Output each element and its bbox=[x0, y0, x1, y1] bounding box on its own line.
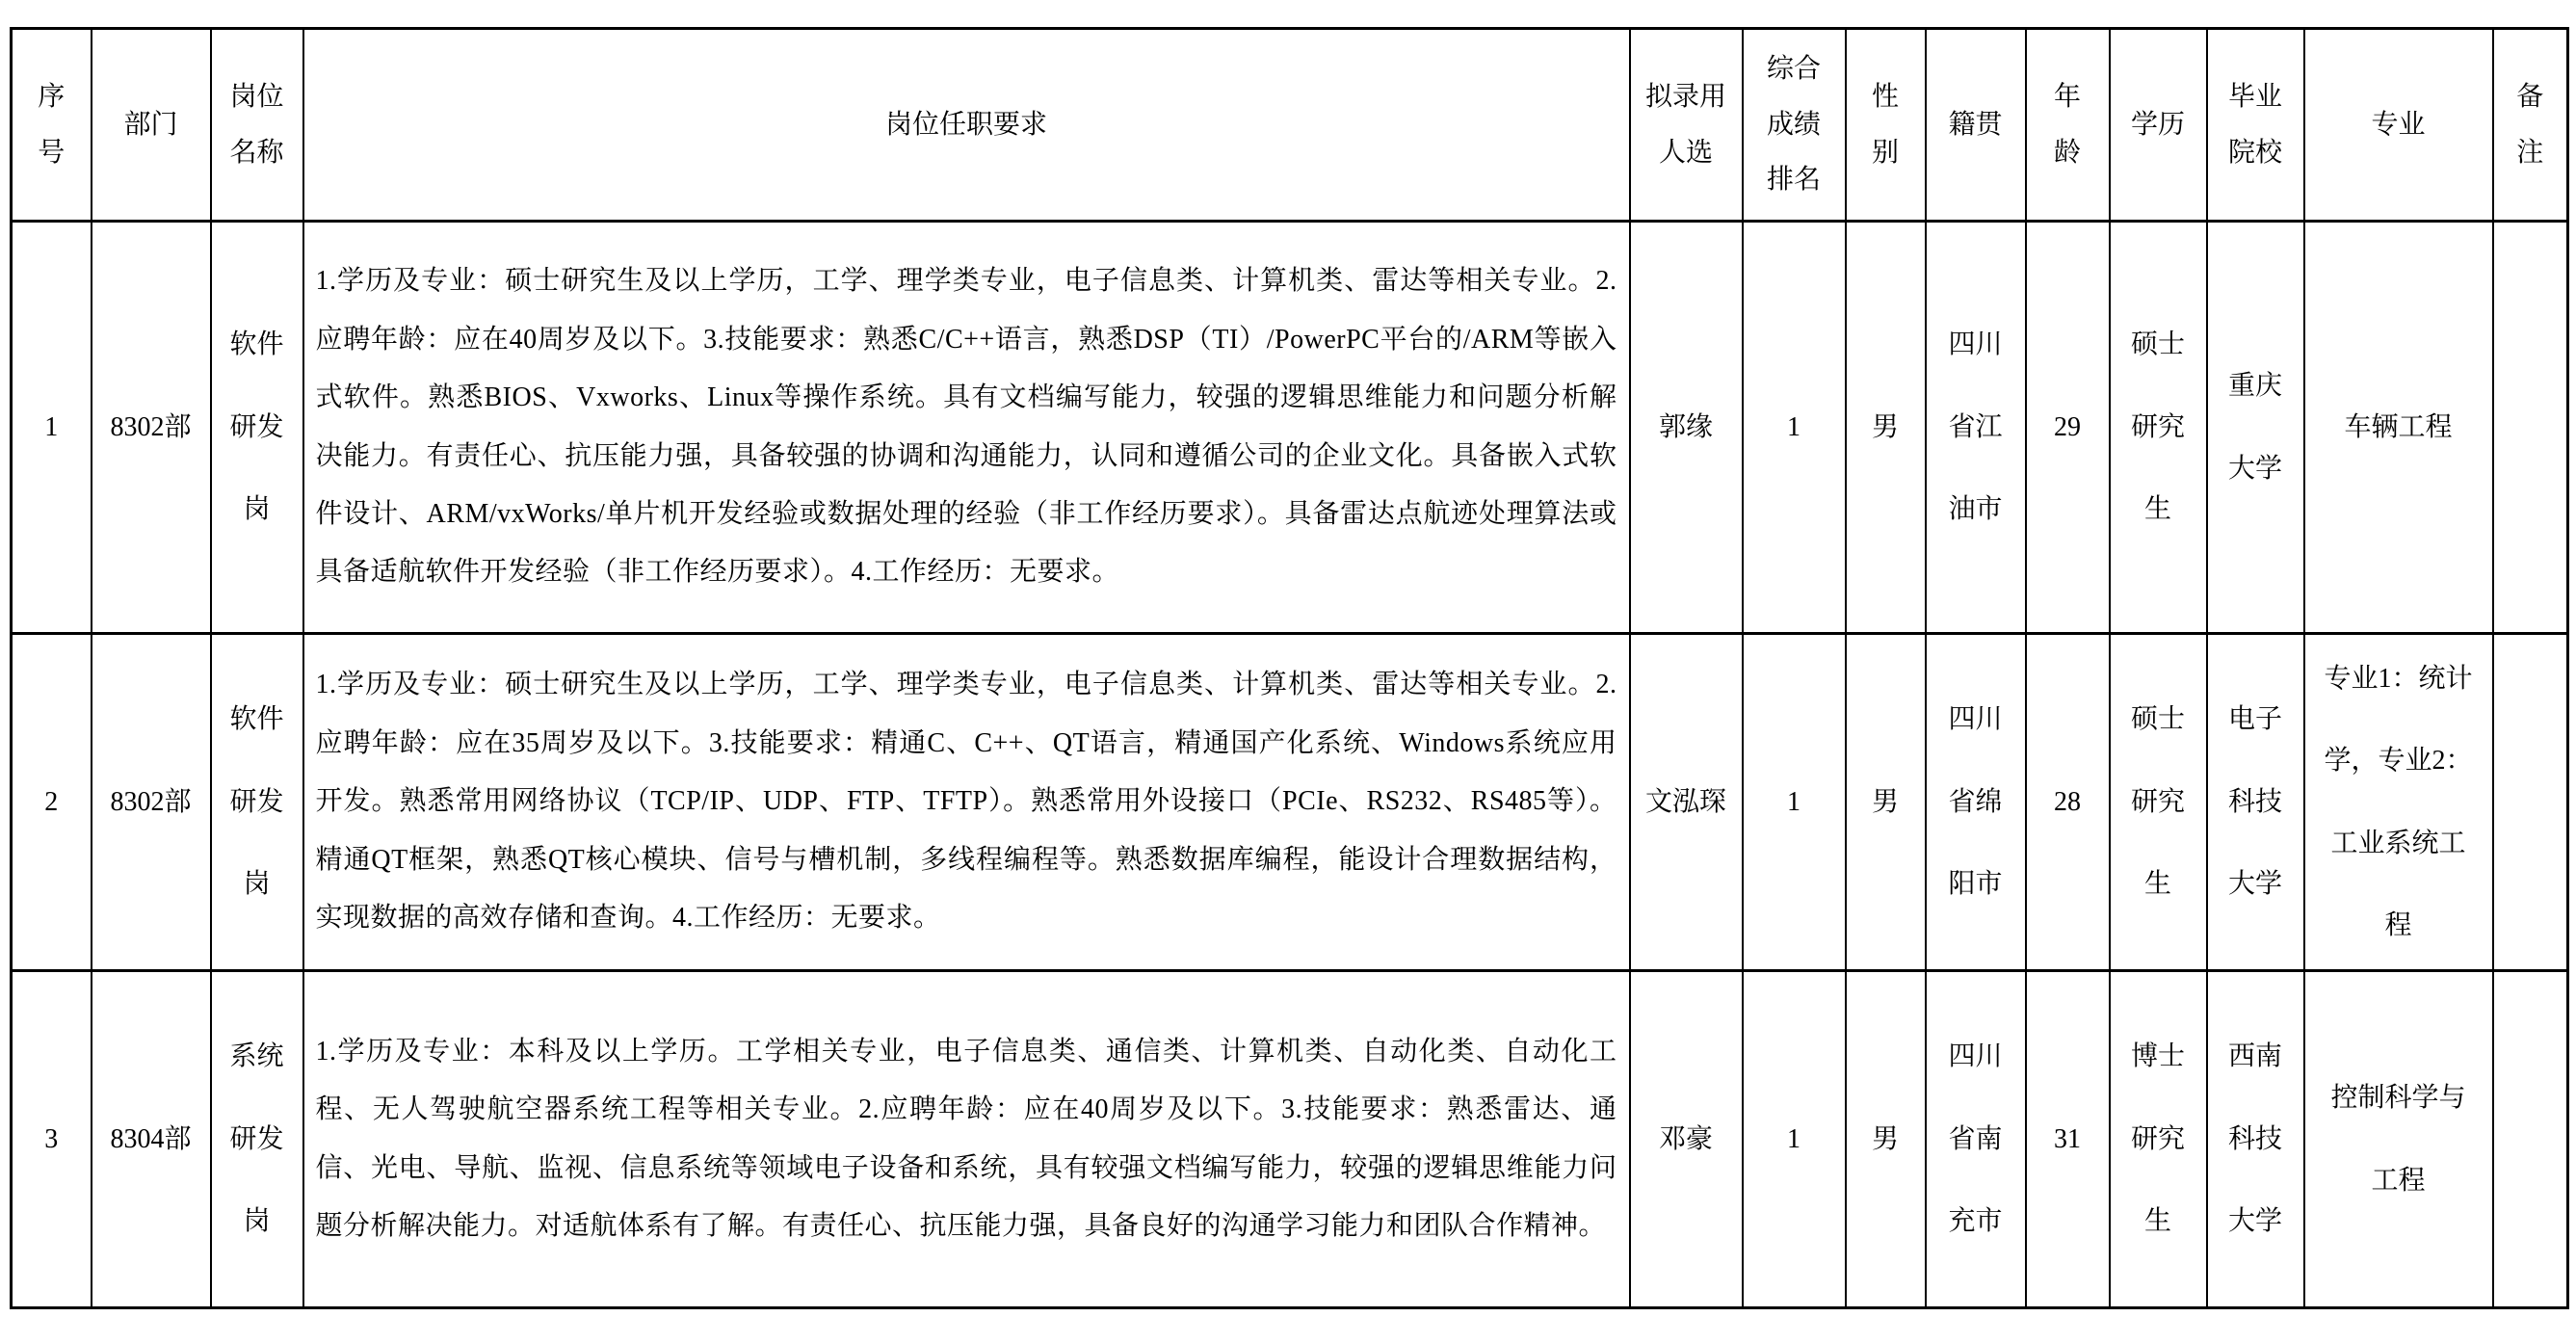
cell-requirements: 1.学历及专业：硕士研究生及以上学历，工学、理学类专业，电子信息类、计算机类、雷达等相关专业。2.应聘年龄：应在40周岁及以下。3.技能要求：熟悉C/C++语言，熟悉DSP（TI）/PowerPC平台的/ARM等嵌入式软件。熟悉BIOS、Vxworks、Linux等操作系统。具有文档编写能力，较强的逻辑思维能力和问题分析解决能力。有责任心、抗压能力强，具备较强的协调和沟通能力，认同和遵循公司的企业文化。具备嵌入式软件设计、ARM/vxWorks/单片机开发经验或数据处理的经验（非工作经历要求）。具备雷达点航迹处理算法或具备适航软件开发经验（非工作经历要求）。4.工作经历：无要求。 bbox=[303, 222, 1630, 634]
header-education: 学历 bbox=[2110, 29, 2207, 222]
header-hometown: 籍贯 bbox=[1926, 29, 2026, 222]
cell-rank: 1 bbox=[1743, 971, 1846, 1308]
header-gender: 性别 bbox=[1846, 29, 1926, 222]
cell-age: 31 bbox=[2026, 971, 2110, 1308]
cell-position: 软件研发岗 bbox=[211, 634, 303, 971]
cell-requirements: 1.学历及专业：硕士研究生及以上学历，工学、理学类专业，电子信息类、计算机类、雷达等相关专业。2.应聘年龄：应在35周岁及以下。3.技能要求：精通C、C++、QT语言，精通国产化系统、Windows系统应用开发。熟悉常用网络协议（TCP/IP、UDP、FTP、TFTP）。熟悉常用外设接口（PCIe、RS232、RS485等）。精通QT框架，熟悉QT核心模块、信号与槽机制，多线程编程等。熟悉数据库编程，能设计合理数据结构，实现数据的高效存储和查询。4.工作经历：无要求。 bbox=[303, 634, 1630, 971]
cell-candidate: 邓豪 bbox=[1630, 971, 1743, 1308]
cell-position: 系统研发岗 bbox=[211, 971, 303, 1308]
header-major: 专业 bbox=[2304, 29, 2493, 222]
cell-rank: 1 bbox=[1743, 634, 1846, 971]
cell-gender: 男 bbox=[1846, 971, 1926, 1308]
cell-school: 重庆大学 bbox=[2207, 222, 2304, 634]
header-remark: 备注 bbox=[2493, 29, 2568, 222]
cell-school: 电子科技大学 bbox=[2207, 634, 2304, 971]
header-candidate: 拟录用人选 bbox=[1630, 29, 1743, 222]
table-row bbox=[12, 971, 2568, 1308]
recruitment-table bbox=[10, 27, 2569, 1309]
cell-remark bbox=[2493, 222, 2568, 634]
cell-age: 29 bbox=[2026, 222, 2110, 634]
cell-seq: 1 bbox=[12, 222, 92, 634]
cell-hometown: 四川省南充市 bbox=[1926, 971, 2026, 1308]
table-row bbox=[12, 222, 2568, 634]
cell-rank: 1 bbox=[1743, 222, 1846, 634]
cell-hometown: 四川省绵阳市 bbox=[1926, 634, 2026, 971]
cell-candidate: 郭缘 bbox=[1630, 222, 1743, 634]
cell-hometown: 四川省江油市 bbox=[1926, 222, 2026, 634]
cell-education: 博士研究生 bbox=[2110, 971, 2207, 1308]
header-seq: 序号 bbox=[12, 29, 92, 222]
cell-remark bbox=[2493, 971, 2568, 1308]
cell-department: 8302部 bbox=[92, 222, 211, 634]
header-requirements: 岗位任职要求 bbox=[303, 29, 1630, 222]
cell-gender: 男 bbox=[1846, 222, 1926, 634]
cell-department: 8302部 bbox=[92, 634, 211, 971]
header-row bbox=[12, 29, 2568, 222]
header-school: 毕业院校 bbox=[2207, 29, 2304, 222]
cell-department: 8304部 bbox=[92, 971, 211, 1308]
cell-age: 28 bbox=[2026, 634, 2110, 971]
cell-gender: 男 bbox=[1846, 634, 1926, 971]
cell-education: 硕士研究生 bbox=[2110, 222, 2207, 634]
table-row bbox=[12, 634, 2568, 971]
cell-seq: 3 bbox=[12, 971, 92, 1308]
header-department: 部门 bbox=[92, 29, 211, 222]
header-age: 年龄 bbox=[2026, 29, 2110, 222]
cell-major: 车辆工程 bbox=[2304, 222, 2493, 634]
cell-school: 西南科技大学 bbox=[2207, 971, 2304, 1308]
cell-education: 硕士研究生 bbox=[2110, 634, 2207, 971]
cell-major: 专业1：统计学，专业2：工业系统工程 bbox=[2304, 634, 2493, 971]
cell-position: 软件研发岗 bbox=[211, 222, 303, 634]
cell-candidate: 文泓琛 bbox=[1630, 634, 1743, 971]
cell-requirements: 1.学历及专业：本科及以上学历。工学相关专业，电子信息类、通信类、计算机类、自动化类、自动化工程、无人驾驶航空器系统工程等相关专业。2.应聘年龄：应在40周岁及以下。3.技能要求：熟悉雷达、通信、光电、导航、监视、信息系统等领域电子设备和系统，具有较强文档编写能力，较强的逻辑思维能力问题分析解决能力。对适航体系有了解。有责任心、抗压能力强，具备良好的沟通学习能力和团队合作精神。 bbox=[303, 971, 1630, 1308]
header-position: 岗位名称 bbox=[211, 29, 303, 222]
cell-seq: 2 bbox=[12, 634, 92, 971]
header-rank: 综合成绩排名 bbox=[1743, 29, 1846, 222]
cell-major: 控制科学与工程 bbox=[2304, 971, 2493, 1308]
cell-remark bbox=[2493, 634, 2568, 971]
